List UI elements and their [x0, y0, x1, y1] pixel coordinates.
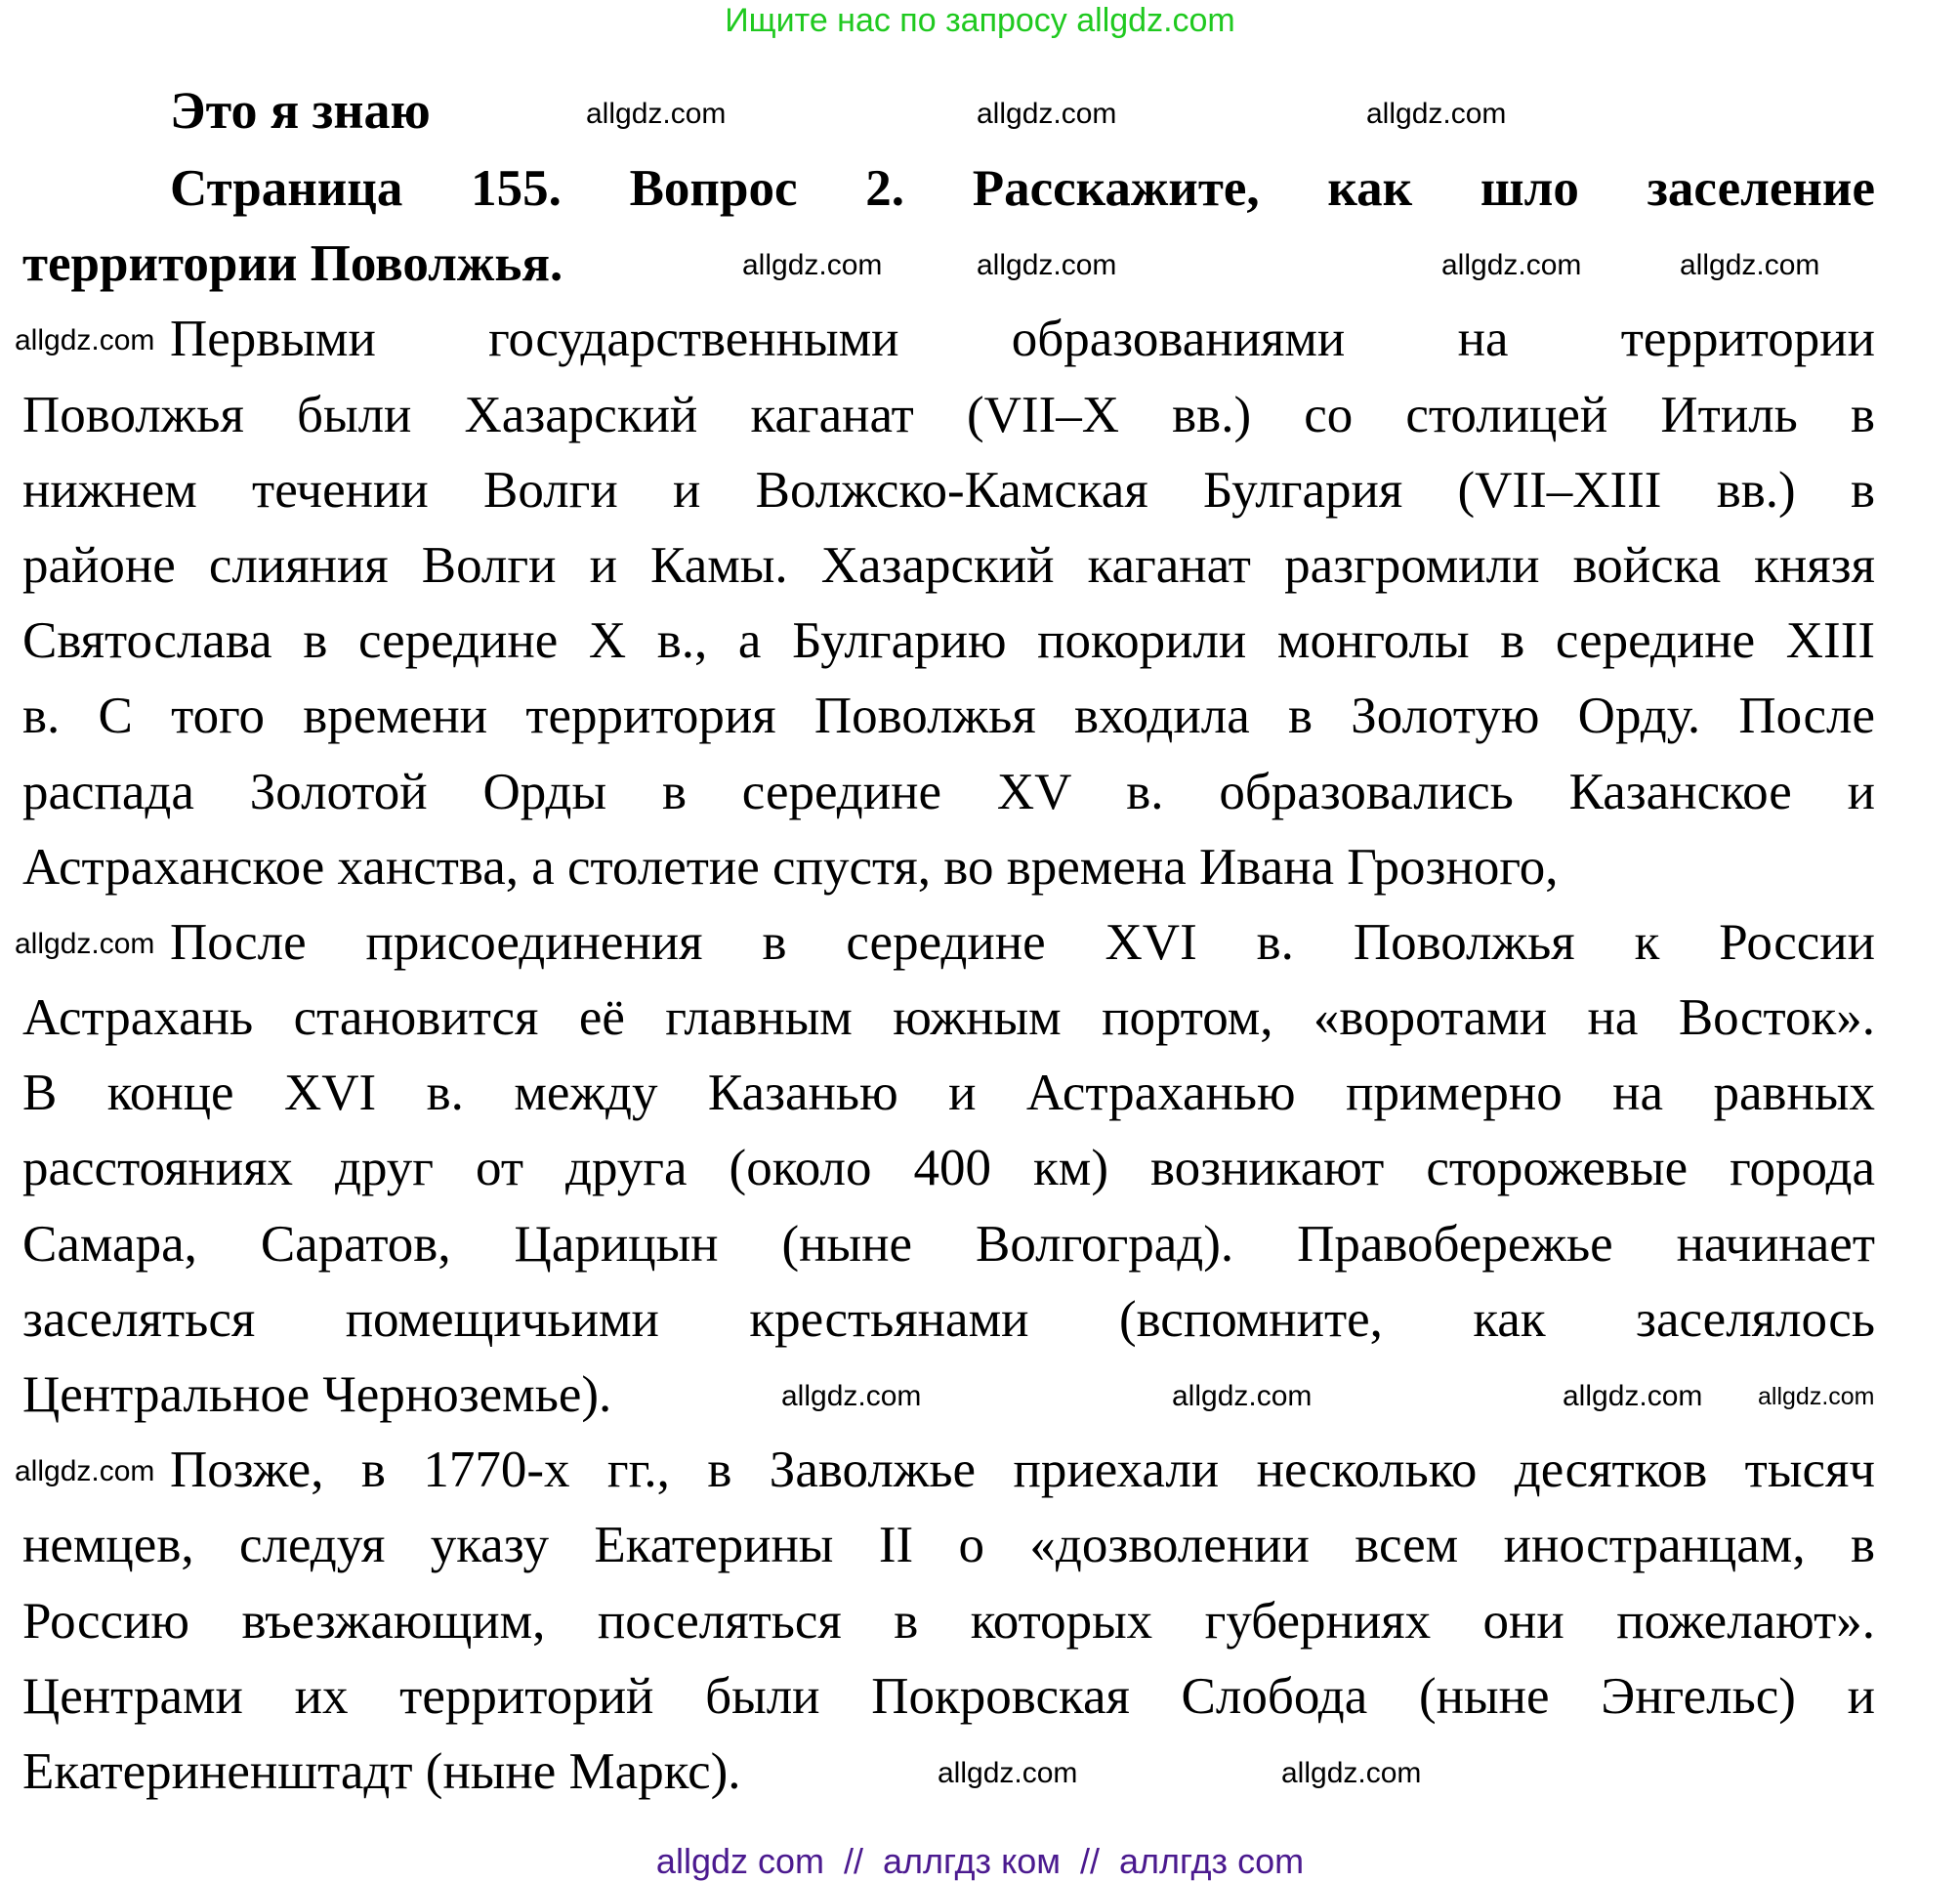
paragraph-line: районе слияния Волги и Камы. Хазарский каганат разгромили войска князя	[22, 536, 1875, 594]
watermark-text: allgdz.com	[586, 98, 727, 130]
paragraph-line: Центрами их территорий были Покровская Слобода (ныне Энгельс) и	[22, 1667, 1875, 1725]
paragraph-line: заселяться помещичьими крестьянами (вспомните, как заселялось	[22, 1290, 1875, 1348]
watermark-text: allgdz.com	[1758, 1383, 1875, 1410]
watermark-text: allgdz.com	[1172, 1380, 1313, 1412]
footer-links: allgdz com // аллгдз ком // аллгдз com	[655, 1841, 1305, 1881]
watermark-text: allgdz.com	[1680, 249, 1820, 281]
watermark-text: allgdz.com	[15, 1455, 155, 1487]
question-heading-cont: территории Поволжья.	[22, 235, 563, 293]
paragraph-line: нижнем течении Волги и Волжско-Камская Булгария (VII–XIII вв.) в	[22, 461, 1875, 519]
paragraph-line: распада Золотой Орды в середине XV в. образовались Казанское и	[22, 763, 1875, 820]
paragraph-line: немцев, следуя указу Екатерины II о «дозволении всем иностранцам, в	[22, 1517, 1875, 1574]
search-banner: Ищите нас по запросу allgdz.com	[725, 2, 1235, 39]
watermark-text: allgdz.com	[977, 249, 1117, 281]
paragraph-line: Астрахань становится её главным южным портом, «воротами на Восток».	[22, 989, 1875, 1047]
document-body	[22, 151, 1875, 1810]
watermark-text: allgdz.com	[1563, 1380, 1703, 1412]
section-title: Это я знаю	[170, 81, 431, 140]
watermark-text: allgdz.com	[15, 928, 155, 960]
paragraph-line: Святослава в середине X в., а Булгарию покорили монголы в середине XIII	[22, 612, 1875, 670]
paragraph-line: Астраханское ханства, а столетие спустя, во времена Ивана Грозного,	[22, 838, 1559, 896]
watermark-text: allgdz.com	[938, 1757, 1078, 1789]
watermark-text: allgdz.com	[781, 1380, 922, 1412]
paragraph-line: После присоединения в середине XVI в. Поволжья к России	[170, 913, 1875, 971]
watermark-text: allgdz.com	[742, 249, 883, 281]
paragraph-line: Самара, Саратов, Царицын (ныне Волгоград). Правобережье начинает	[22, 1215, 1875, 1273]
paragraph-line: Позже, в 1770-х гг., в Заволжье приехали несколько десятков тысяч	[170, 1442, 1875, 1499]
watermark-text: allgdz.com	[1441, 249, 1582, 281]
paragraph-line: Центральное Черноземье).	[22, 1366, 612, 1423]
paragraph-line: расстояниях друг от друга (около 400 км) возникают сторожевые города	[22, 1140, 1875, 1197]
paragraph-line: Екатериненштадт (ныне Маркс).	[22, 1742, 741, 1800]
paragraph-line: Поволжья были Хазарский каганат (VII–X вв.) со столицей Итиль в	[22, 386, 1875, 443]
watermark-text: allgdz.com	[15, 324, 155, 356]
paragraph-line: Первыми государственными образованиями на территории	[170, 311, 1875, 368]
paragraph-line: в. С того времени территория Поволжья входила в Золотую Орду. После	[22, 688, 1875, 745]
question-heading: Страница 155. Вопрос 2. Расскажите, как шло заселение	[170, 160, 1875, 217]
watermark-text: allgdz.com	[977, 98, 1117, 130]
watermark-text: allgdz.com	[1366, 98, 1507, 130]
watermark-text: allgdz.com	[1281, 1757, 1422, 1789]
paragraph-line: В конце XVI в. между Казанью и Астраханью примерно на равных	[22, 1065, 1875, 1122]
paragraph-line: Россию въезжающим, поселяться в которых губерниях они пожелают».	[22, 1592, 1875, 1650]
